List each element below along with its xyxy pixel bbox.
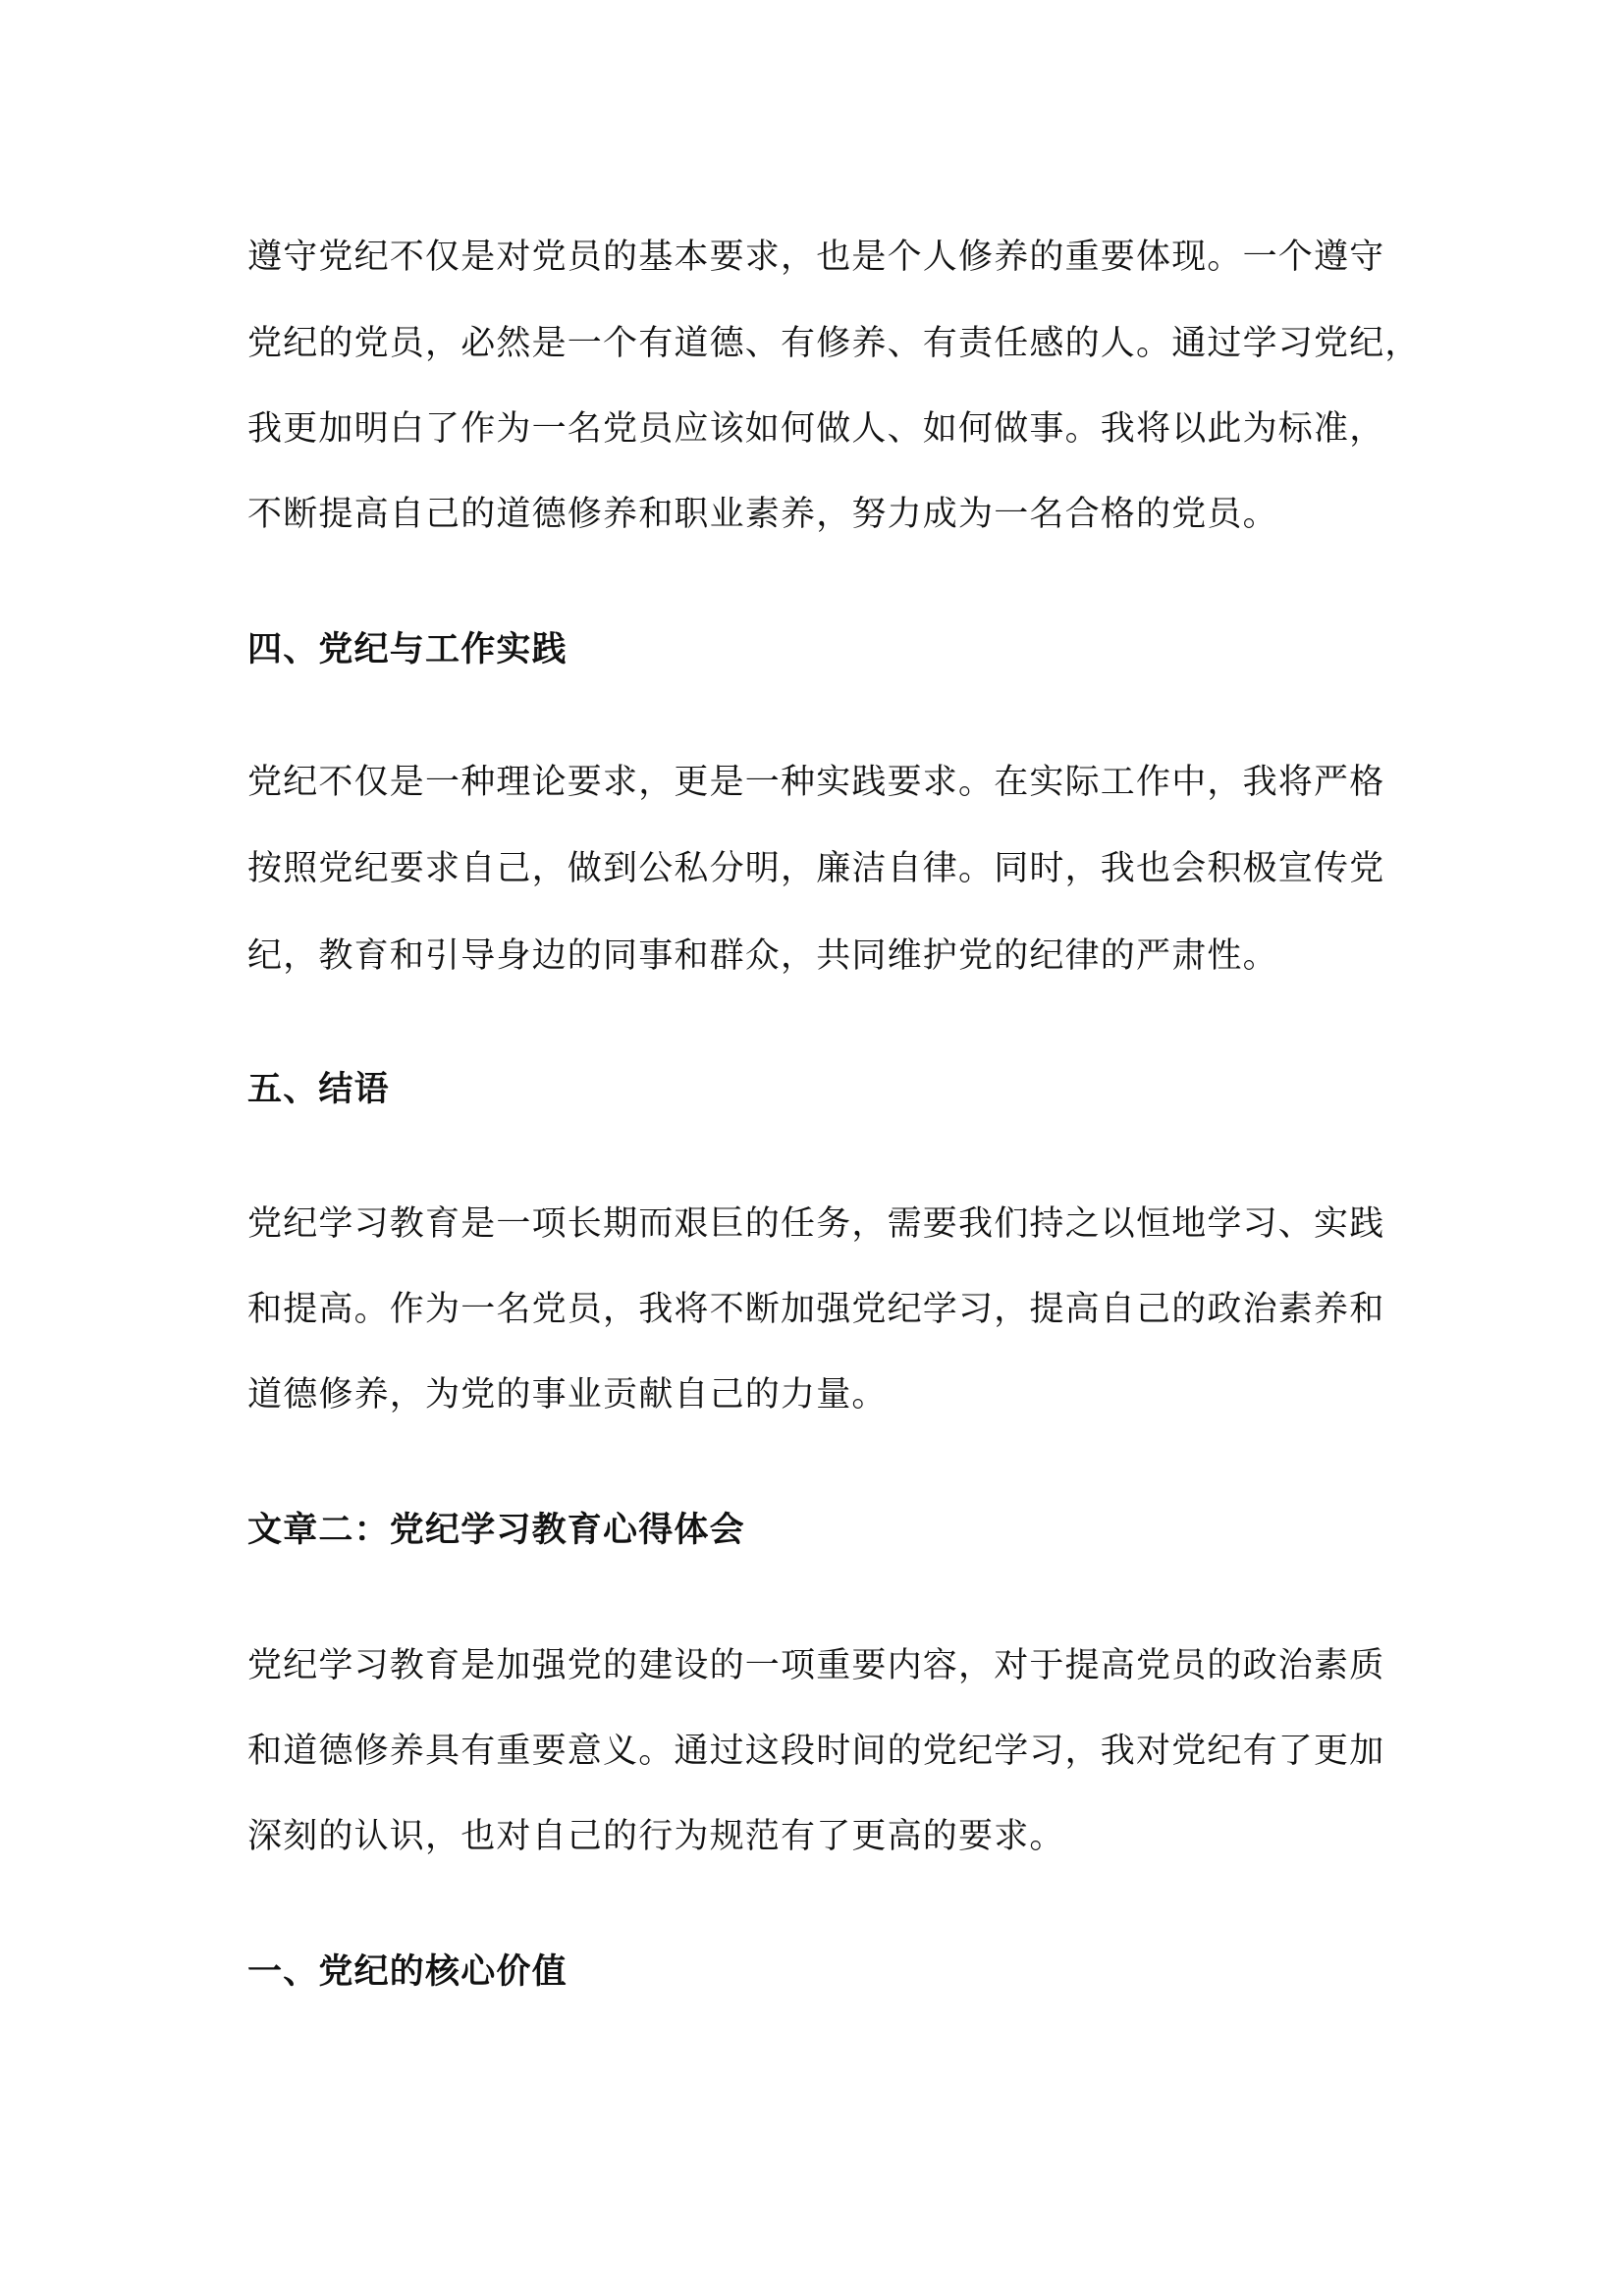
paragraph-line: 和提高。作为一名党员，我将不断加强党纪学习，提高自己的政治素养和: [247, 1290, 1385, 1329]
paragraph-line: 深刻的认识，也对自己的行为规范有了更高的要求。: [247, 1817, 1065, 1856]
section-heading: 四、党纪与工作实践: [247, 630, 568, 669]
paragraph-line: 和道德修养具有重要意义。通过这段时间的党纪学习，我对党纪有了更加: [247, 1732, 1385, 1771]
paragraph-line: 党纪不仅是一种理论要求，更是一种实践要求。在实际工作中，我将严格: [247, 763, 1385, 802]
paragraph-line: 道德修养，为党的事业贡献自己的力量。: [247, 1375, 888, 1415]
paragraph-line: 党纪学习教育是一项长期而艰巨的任务，需要我们持之以恒地学习、实践: [247, 1204, 1385, 1244]
paragraph-line: 党纪学习教育是加强党的建设的一项重要内容，对于提高党员的政治素质: [247, 1646, 1385, 1685]
article-title: 文章二：党纪学习教育心得体会: [247, 1511, 745, 1550]
paragraph-line: 我更加明白了作为一名党员应该如何做人、如何做事。我将以此为标准，: [247, 409, 1385, 449]
paragraph-line: 纪，教育和引导身边的同事和群众，共同维护党的纪律的严肃性。: [247, 936, 1278, 976]
paragraph-line: 党纪的党员，必然是一个有道德、有修养、有责任感的人。通过学习党纪，: [247, 324, 1421, 363]
paragraph-line: 遵守党纪不仅是对党员的基本要求，也是个人修养的重要体现。一个遵守: [247, 238, 1385, 277]
section-heading: 一、党纪的核心价值: [247, 1952, 568, 1992]
section-heading: 五、结语: [247, 1070, 390, 1109]
paragraph-line: 不断提高自己的道德修养和职业素养，努力成为一名合格的党员。: [247, 495, 1278, 534]
paragraph-line: 按照党纪要求自己，做到公私分明，廉洁自律。同时，我也会积极宣传党: [247, 849, 1385, 888]
